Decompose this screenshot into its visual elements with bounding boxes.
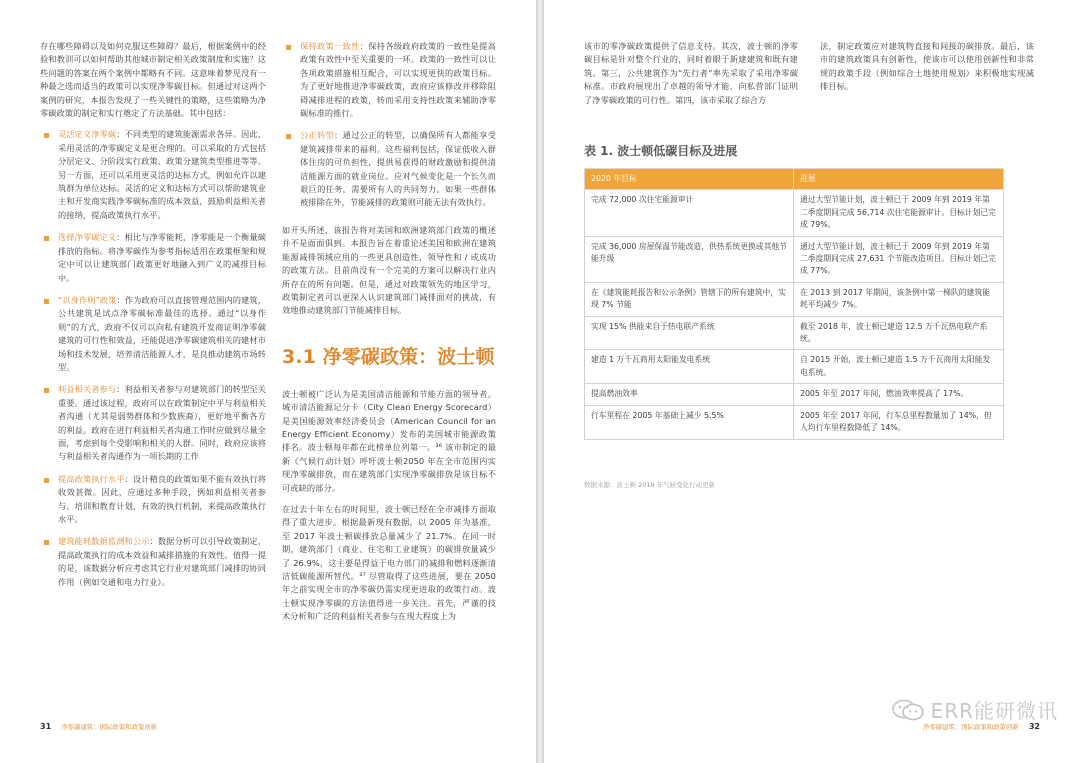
table-row bbox=[585, 405, 1004, 439]
bullet-square-icon bbox=[44, 540, 49, 545]
page-number: 32 bbox=[1028, 722, 1040, 731]
source-note: 数据来源：波士顿 2019 年气候变化行动更新 bbox=[584, 481, 716, 489]
bullet-square-icon bbox=[286, 45, 291, 50]
list-item bbox=[40, 128, 266, 222]
table-cell: 2005 年至 2017 年间，燃油效率提高了 17%。 bbox=[794, 384, 1004, 405]
bullet-square-icon bbox=[44, 478, 49, 483]
table-row bbox=[585, 350, 1004, 384]
watermark-text: ERR能研微讯 bbox=[930, 699, 1058, 723]
list-item bbox=[40, 473, 266, 527]
list-item bbox=[282, 129, 496, 209]
watermark bbox=[891, 695, 1058, 724]
table-row bbox=[585, 316, 1004, 350]
right-column-2 bbox=[820, 40, 1034, 102]
table-cell: 实现 15% 供能来自于热电联产系统 bbox=[585, 316, 794, 350]
bullet-square-icon bbox=[286, 134, 291, 139]
bullet-title: 灵活定义净零碳 bbox=[58, 129, 117, 140]
table-cell: 截至 2018 年，波士顿已建造 12.5 万千瓦热电联产系统。 bbox=[794, 316, 1004, 350]
bullet-text: ：作为政府可以直接管理范围内的建筑，公共建筑是试点净零碳标准最佳的选择。通过“以身作则”的方式，政府不仅可以向私有建筑开发商证明净零碳建筑的可行性和效益，还能促进净零碳建筑相关的建材市场和技术发展，培养清洁能源人才，是良推动建筑市场转型。 bbox=[58, 294, 266, 372]
table-cell: 建造 1 万千瓦商用太阳能发电系统 bbox=[585, 350, 794, 384]
table-title: 表 1. 波士顿低碳目标及进展 bbox=[584, 144, 738, 158]
bullet-title: 建筑能耗数据监测和公示 bbox=[58, 536, 150, 547]
table-cell: 自 2015 开始，波士顿已建造 1.5 万千瓦商用太阳能发电系统。 bbox=[794, 350, 1004, 384]
intro-paragraph: 存在哪些障碍以及如何克服这些障碍？最后，根据案例中的经验和教训可以如何帮助其他城市制定相关政策制度和实施？这些问题的答案在两个案例中都略有不同。这意味着梦见没有一种最之选而适当的政策可以实现净零碳目标。但通过对这两个案例的研究，本报告发现了一些关键性的策略，这些策略为净零碳政策的制定和实行奠定了方法基础。其中包括： bbox=[40, 41, 266, 119]
table-row bbox=[585, 236, 1004, 282]
bullet-title: 提高政策执行水平 bbox=[58, 473, 125, 484]
continued-paragraph-2: 法，制定政策应对建筑物直接和间接的碳排放。最后，该市的建筑政策具有创新性，使该市可以使用创新性和非常规的政策手段（例如综合土地使用规划）来积极地实现减排目标。 bbox=[820, 41, 1034, 92]
bullet-title: 选择净零碳定义 bbox=[58, 232, 117, 243]
bullet-title: 保持政策一致性 bbox=[300, 41, 360, 51]
table-cell: 完成 36,000 房屋保温节能改造，供热系统更换或其他节能升级 bbox=[585, 236, 794, 282]
bullet-text: ：不同类型的建筑能源需求各异。因此，采用灵活的净零碳定义是更合理的。可以采取的方式包括分层定义、分阶段实行政策、政策分建筑类型推进等等。另一方面，还可以采用更灵活的达标方式，例如允许以建筑群为单位达标。灵活的定义和达标方式可以帮助建筑业主和开发商实践净零碳标准的成本效益，鼓励利益相关者的接纳，提高政策执行水平。 bbox=[58, 129, 266, 220]
left-page bbox=[0, 0, 536, 763]
goals-table bbox=[584, 168, 1004, 440]
left-footer bbox=[40, 722, 157, 731]
book-spine bbox=[536, 0, 544, 763]
bullet-title: 利益相关者参与 bbox=[58, 384, 117, 395]
table-cell: 通过大型节能计划，波士顿已于 2009 年到 2019 年第二季度期间完成 56,714 次住宅能源审计。目标计划已完成 79%。 bbox=[794, 190, 1004, 236]
bullet-square-icon bbox=[44, 299, 49, 304]
wechat-icon bbox=[891, 699, 925, 721]
table-cell: 通过大型节能计划，波士顿已于 2009 年到 2019 年第二季度期间完成 27,631 个节能改造项目。目标计划已完成 77%。 bbox=[794, 236, 1004, 282]
right-column-1 bbox=[584, 40, 798, 115]
list-item bbox=[282, 40, 496, 120]
bullet-square-icon bbox=[44, 133, 49, 138]
list-item bbox=[40, 231, 266, 285]
strategy-list bbox=[40, 128, 266, 589]
table-cell: 在《建筑能耗报告和公示条例》管辖下的所有建筑中，实现 7% 节能 bbox=[585, 282, 794, 316]
section-title: 3.1 净零碳政策：波士顿 bbox=[282, 345, 495, 368]
table-cell: 行车里程在 2005 年基础上减少 5.5% bbox=[585, 405, 794, 439]
left-column-1 bbox=[40, 40, 266, 598]
bullet-title: 公正转型 bbox=[300, 130, 335, 141]
table-row bbox=[585, 190, 1004, 236]
table-cell: 在 2013 到 2017 年期间，该条例中第一梯队的建筑能耗平均减少 7%。 bbox=[794, 282, 1004, 316]
table-header-row bbox=[585, 169, 1004, 190]
bullet-text: ：数据分析可以引导政策制定，提高政策执行的成本效益和减排措施的有效性。值得一提的是，该数据分析应考虑其它行业对建筑部门减排的协同作用（例如交通和电力行业）。 bbox=[58, 536, 266, 587]
bullet-square-icon bbox=[44, 388, 49, 393]
bullet-text: ：相比与净零能耗，净零能是一个衡量碳排放的指标。将净零碳作为参考指标适用在政策框架和规定中可以让建筑部门政策更好地融入到广义的减排目标中。 bbox=[58, 232, 266, 283]
column-header-progress: 进展 bbox=[794, 169, 1004, 190]
boston-paragraph-2: 在过去十年左右的时间里，波士顿已经在全市减排方面取得了重大进步。根据最新现有数据，以 2005 年为基准，至 2017 年波士顿碳排放总量减少了 21.7%。在同一时期，建筑部门（商业、住宅和工业建筑）的碳排放量减少了 26.9%，这主要是得益于电力部门的减排和燃料逐渐清洁低碳能源所替代。³⁷ 尽管取得了这些进展，要在 2050 年之前实现全市的净零碳仍需实现更进取的政策行动。波士顿实现净零碳的方法值得进一步关注。首先，严谨的技术分析和广泛的利益相关者参与在现大程度上为 bbox=[282, 503, 496, 622]
bullet-text: ：设计精良的政策如果不能有效执行将收效甚微。因此，应通过多种手段，例如利益相关者参与、培训和教育计划、有效的执行机制，来提高政策执行水平。 bbox=[58, 473, 266, 524]
table-cell: 2005 年至 2017 年间，行车总里程数量加了 14%，但人均行车里程数降低了 14%。 bbox=[794, 405, 1004, 439]
bullet-title: “以身作则”政策 bbox=[58, 294, 117, 305]
table-cell: 完成 72,000 次住宅能源审计 bbox=[585, 190, 794, 236]
boston-paragraph-1: 波士顿被广泛认为是美国清洁能源和节能方面的领导者。城市清洁能源记分卡（City Clean Energy Scorecard）是美国能源效率经济委员会（American Council for an Energy Efficient Economy）发布的美国城市能源政策排名。波士顿每年都在此榜单位列第一。³⁶ 该市制定的最新《气候行动计划》呼吁波士顿2050 年在全市范围内实现净零碳排放，而在建筑部门实现净零碳排放是该目标不可或缺的部分。 bbox=[282, 388, 496, 493]
bullet-text: ：保持各级政府政策的一致性是提高政策有效性中至关重要的一环。政策的一致性可以让各项政策措施相互配合，可以实现更快的政策目标。为了更好地推进净零碳政策，政府应该修改并移除阻碍减排进程的政策，转而采用支持性政策来辅助净零碳标准的推行。 bbox=[300, 41, 496, 119]
strategy-list-continued bbox=[282, 40, 496, 210]
table-row bbox=[585, 384, 1004, 405]
footer-title: 净零碳建筑：国际政策和政策创新 bbox=[922, 723, 1019, 731]
continued-paragraph: 该市的零净碳政策提供了信息支持。其次，波士顿的净零碳目标是针对整个行业的，同时着眼于新建建筑和既有建筑。第三，公共建筑作为“先行者”率先采取了采用净零碳标准。市政府展现出了卓越的领导才能，向私营部门证明了净零碳政策的可行性。第四，该市采取了综合方 bbox=[584, 41, 798, 105]
bullet-text: ：通过公正的转型，以确保所有人都能享受建筑减排带来的福利。这些福利包括，保证低收入群体住房的可负担性，提供易获得的财政激励和提供清洁能源方面的就业岗位。应对气候变化是一个长久而艰巨的任务，需要所有人的共同努力。如果一些群体被排除在外，节能减排的政策则可能无法有效执行。 bbox=[300, 130, 497, 208]
right-page bbox=[544, 0, 1080, 763]
table-cell: 提高燃油效率 bbox=[585, 384, 794, 405]
footer-title: 净零碳建筑：国际政策和政策创新 bbox=[61, 723, 158, 731]
page-number: 31 bbox=[40, 722, 52, 731]
bullet-square-icon bbox=[44, 236, 49, 241]
column-header-target: 2020 年目标 bbox=[585, 169, 794, 190]
list-item bbox=[40, 383, 266, 463]
bullet-text: ：利益相关者参与对建筑部门的转型至关重要。通过该过程，政府可以在政策制定中平与利益相关者沟通（尤其是弱势群体和少数族裔），更好地平衡各方的利益。政府在进行利益相关者沟通工作时应做到尽量全面，考虑到每个受影响和相关的人群。同时，政府应该将与利益相关者沟通作为一项长期的工作 bbox=[58, 384, 266, 462]
list-item bbox=[40, 294, 266, 374]
list-item bbox=[40, 535, 266, 589]
left-column-2 bbox=[282, 40, 496, 632]
summary-paragraph: 如开头所述，该报告将对美国和欧洲建筑部门政策的概述并不是面面俱到。本报告旨在着重论述美国和欧洲在建筑能源减排领域应用的一些更具创造性，领导性和 / 或成功的政策方法。目前尚没有一个完美的方案可以解决行业内所存在的所有问题。但是，通过对政策领先的地区学习，政策制定者可以更深入认识建筑部门减排面对的挑战，有效地推动建筑部门节能减排目标。 bbox=[282, 224, 496, 316]
table-row bbox=[585, 282, 1004, 316]
